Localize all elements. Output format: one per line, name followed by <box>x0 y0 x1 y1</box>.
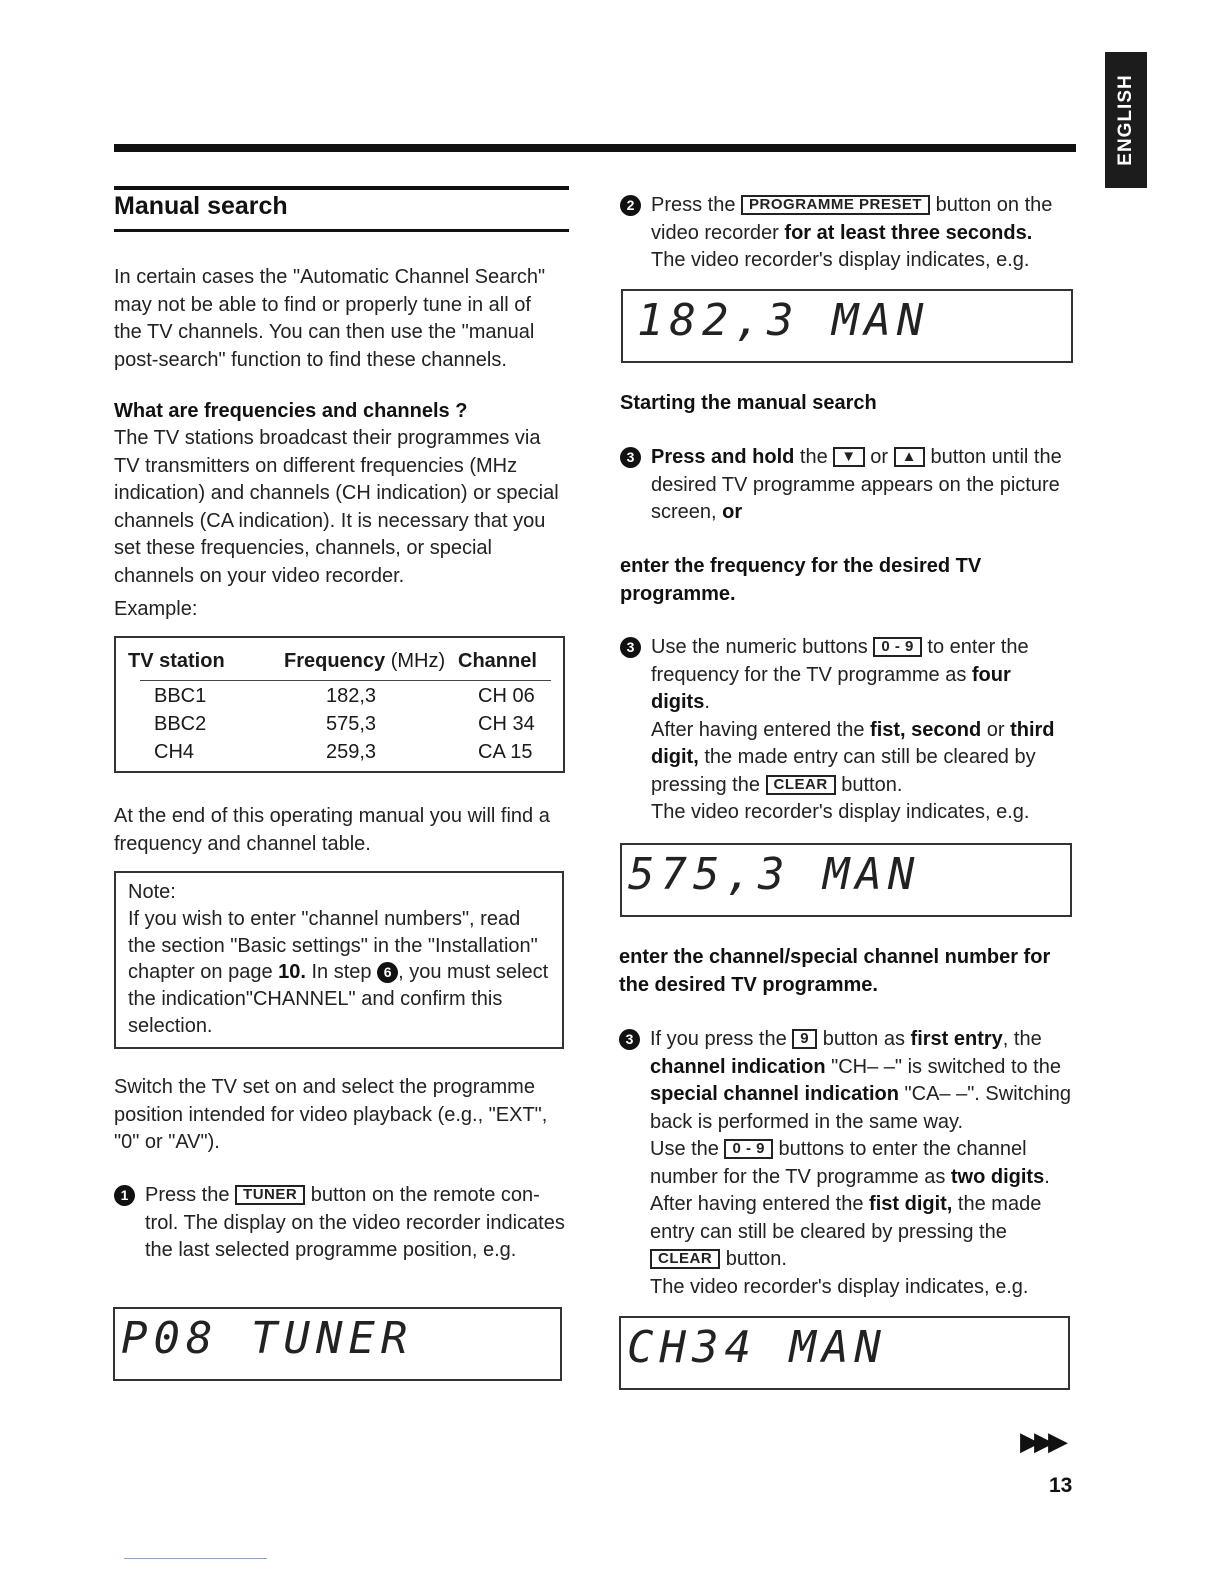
cell-channel: CA 15 <box>478 740 533 763</box>
intro-paragraph: In certain cases the "Automatic Channel Search" may not be able to find or properly tune in all of the TV channels. You can then use the "manual post-search" function to find these channels. <box>114 266 546 371</box>
step-text-part: "CA– –". Switching back is performed in the same way. <box>650 1083 1072 1133</box>
frequencies-paragraph: The TV stations broadcast their programmes via TV transmitters on different frequencies (MHz indication) and channels (CH indication) or special channels (CA indication). It is necessary that you set these frequencies, channels, or special channels on your video recorder. <box>114 427 559 587</box>
step-text-part: buttons to enter the channel number for the TV programme as <box>650 1138 1027 1188</box>
step-bold-text: four digits <box>651 663 1011 713</box>
step-text-part: to enter the frequency for the TV programme as <box>651 636 1029 686</box>
step-text-part: button as <box>817 1028 911 1050</box>
step-3-hold-text <box>651 444 1075 527</box>
display-box-1 <box>113 1307 562 1381</box>
step-text-part: . <box>704 691 710 713</box>
channel-subheading: enter the channel/special channel number for the desired TV programme. <box>619 946 1051 996</box>
step-text-part: Press the <box>651 194 742 216</box>
step-number-icon: 2 <box>620 195 641 216</box>
down-key: ▼ <box>833 447 864 467</box>
display-readout-1: P08 TUNER <box>121 1313 414 1364</box>
note-label: Note: <box>128 881 176 903</box>
step-3-channel <box>619 1026 1075 1301</box>
cell-channel: CH 34 <box>478 712 535 735</box>
step-bold-text: channel indication <box>650 1055 826 1078</box>
step-text-part: . <box>1044 1165 1050 1188</box>
section-rule-top <box>114 186 569 190</box>
step-bold-text: third digit, <box>651 718 1055 768</box>
numeric-keys: 0 - 9 <box>724 1139 773 1159</box>
step-text-part: the <box>794 446 834 468</box>
example-label: Example: <box>114 598 198 620</box>
continue-arrows-icon: ▶▶▶ <box>1020 1426 1062 1456</box>
starting-subheading: Starting the manual search <box>620 392 877 414</box>
header-rule <box>114 144 1076 152</box>
note-text-part: In step <box>305 961 378 984</box>
programme-preset-key: PROGRAMME PRESET <box>741 195 930 215</box>
step-text-part: If you press the <box>650 1028 793 1050</box>
language-tab-label: ENGLISH <box>1115 74 1136 166</box>
section-rule-bottom <box>114 229 569 232</box>
header-station: TV station <box>128 649 225 672</box>
cell-frequency: 259,3 <box>326 740 377 763</box>
nine-key: 9 <box>792 1029 817 1049</box>
note-text-part: If you wish to enter "channel numbers", read the section "Basic settings" in the "Installation" chapter on page <box>128 907 538 984</box>
step-text-part: , the <box>1002 1028 1042 1050</box>
step-3-channel-text <box>650 1026 1075 1301</box>
step-text-part: Use the numeric buttons <box>651 636 874 658</box>
table-row <box>128 738 551 766</box>
numeric-keys: 0 - 9 <box>873 637 922 657</box>
cell-station: CH4 <box>154 740 195 763</box>
step-3-frequency <box>620 634 1075 827</box>
header-frequency-label: Frequency <box>284 649 386 672</box>
cell-channel: CH 06 <box>478 684 535 707</box>
display-box-2 <box>621 289 1073 363</box>
cell-station: BBC1 <box>154 684 207 707</box>
display-readout-3: 575,3 MAN <box>628 849 921 900</box>
note-page-ref: 10. <box>278 961 306 984</box>
step-text-part: button until the desired TV programme appears on the picture screen, <box>651 446 1062 523</box>
table-reference-paragraph: At the end of this operating manual you will find a frequency and channel table. <box>114 805 550 855</box>
step-3-hold <box>620 444 1075 527</box>
note-text <box>128 879 550 1040</box>
step-1 <box>114 1182 566 1265</box>
display-readout-2: 182,3 MAN <box>637 295 930 346</box>
frequency-subheading: enter the frequency for the desired TV programme. <box>620 555 982 605</box>
step-text-part: or <box>981 718 1011 741</box>
step-bold-text: first entry <box>910 1028 1003 1050</box>
step-text-part: The video recorder's display indicates, e.g. <box>650 1275 1029 1298</box>
header-channel: Channel <box>458 649 537 672</box>
step-3-frequency-text <box>651 634 1075 827</box>
step-bold-text: or <box>722 501 743 523</box>
cell-station: BBC2 <box>154 712 207 735</box>
display-box-4 <box>619 1316 1070 1390</box>
example-table-box <box>114 636 565 773</box>
clear-key: CLEAR <box>650 1249 720 1269</box>
step-text-part: the made entry can still be cleared by pressing the <box>650 1193 1042 1243</box>
note-text-part: , you must select the indication"CHANNEL" and confirm this selection. <box>128 961 549 1037</box>
switch-paragraph: Switch the TV set on and select the programme position intended for video playback (e.g., "EXT", "0" or "AV"). <box>114 1076 548 1153</box>
step-text-part: "CH– –" is switched to the <box>825 1055 1061 1078</box>
step-text-part: The video recorder's display indicates, e.g. <box>651 801 1030 823</box>
table-row <box>128 682 551 710</box>
step-2-text <box>651 192 1075 275</box>
step-bold-text: for at least three seconds. <box>784 221 1033 244</box>
cell-frequency: 182,3 <box>326 684 377 707</box>
header-frequency <box>284 644 458 678</box>
header-frequency-unit: (MHz) <box>390 649 446 672</box>
page-number: 13 <box>1049 1474 1073 1497</box>
step-text-part: The video recorder's display indicates, e.g. <box>651 249 1030 271</box>
step-text-part: the made entry can still be cleared by pressing the <box>651 746 1036 796</box>
step-text-part: button. <box>720 1248 787 1270</box>
tuner-key: TUNER <box>235 1185 305 1205</box>
step-number-icon: 1 <box>114 1185 135 1206</box>
step-text-part: button. <box>835 773 903 796</box>
step-bold-text: two digits <box>950 1165 1045 1188</box>
step-text-part: Use the <box>650 1138 725 1160</box>
step-number-icon: 3 <box>620 637 641 658</box>
step-bold-text: fist, second <box>870 718 982 741</box>
step-bold-text: fist digit, <box>869 1193 953 1215</box>
footer-rule <box>124 1558 267 1559</box>
display-readout-4: CH34 MAN <box>627 1322 887 1373</box>
frequencies-subheading: What are frequencies and channels ? <box>114 400 468 422</box>
step-text-part: After having entered the <box>651 718 871 741</box>
step-text-part: button on the video recorder <box>651 194 1053 244</box>
up-key: ▲ <box>894 447 925 467</box>
step-text-part: After having entered the <box>650 1193 870 1215</box>
cell-frequency: 575,3 <box>326 712 377 735</box>
example-table <box>128 644 551 766</box>
step-1-text <box>145 1182 566 1265</box>
step-number-icon: 3 <box>619 1029 640 1050</box>
note-box <box>114 871 564 1049</box>
section-title: Manual search <box>114 192 288 220</box>
step-bold-text: Press and hold <box>651 446 795 468</box>
step-number-icon: 6 <box>377 962 398 983</box>
step-text-part: or <box>864 446 894 468</box>
display-box-3 <box>620 843 1072 917</box>
clear-key: CLEAR <box>766 775 836 795</box>
table-row <box>128 710 551 738</box>
step-text-part: button on the remote con-trol. The display on the video recorder indicates the last selected programme position, e.g. <box>145 1184 565 1261</box>
table-header-row <box>128 644 551 678</box>
step-number-icon: 3 <box>620 447 641 468</box>
language-tab <box>1105 52 1147 188</box>
step-text-part: Press the <box>145 1184 236 1206</box>
step-2 <box>620 192 1075 275</box>
step-bold-text: special channel indication <box>650 1083 899 1105</box>
